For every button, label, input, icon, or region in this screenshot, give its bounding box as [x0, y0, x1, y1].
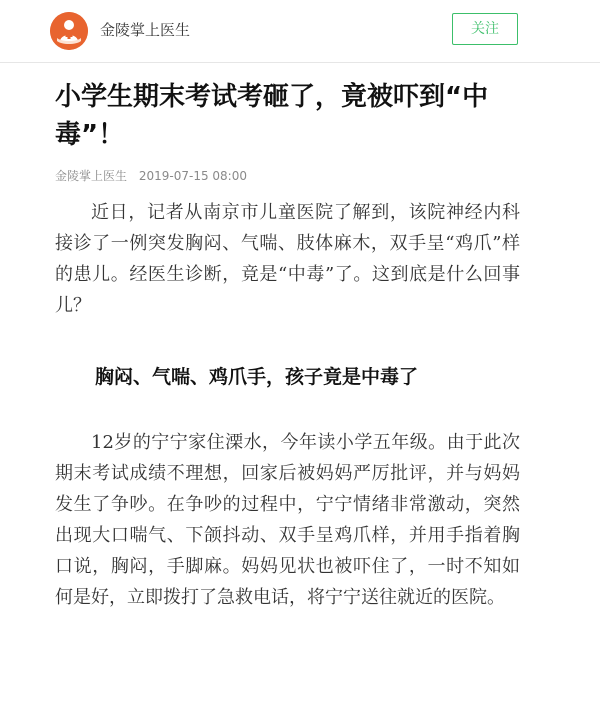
- account-header: [0, 0, 600, 63]
- article-subheading: 胸闷、气喘、鸡爪手，孩子竟是中毒了: [95, 366, 419, 388]
- article-meta: [55, 168, 247, 184]
- follow-button[interactable]: 关注: [452, 13, 518, 45]
- article-paragraph-2: 12岁的宁宁家住溧水，今年读小学五年级。由于此次期末考试成绩不理想，回家后被妈妈严厉批评，并与妈妈发生了争吵。在争吵的过程中，宁宁情绪非常激动，突然出现大口喘气、下颌抖动、双手呈鸡爪样，并用手指着胸口说，胸闷，手脚麻。妈妈见状也被吓住了，一时不知如何是好，立即拨打了急救电话，将宁宁送往就近的医院。: [55, 432, 520, 608]
- article-paragraph-1: 近日，记者从南京市儿童医院了解到，该院神经内科接诊了一例突发胸闷、气喘、肢体麻木，双手呈“鸡爪”样的患儿。经医生诊断，竟是“中毒”了。这到底是什么回事儿？: [55, 202, 520, 316]
- account-name[interactable]: 金陵掌上医生: [100, 21, 191, 39]
- article-title: 小学生期末考试考砸了，竟被吓到“中毒”！: [55, 82, 489, 150]
- article-author[interactable]: 金陵掌上医生: [55, 169, 128, 183]
- article-date: 2019-07-15 08:00: [138, 169, 247, 183]
- doctor-logo-icon[interactable]: [50, 12, 88, 50]
